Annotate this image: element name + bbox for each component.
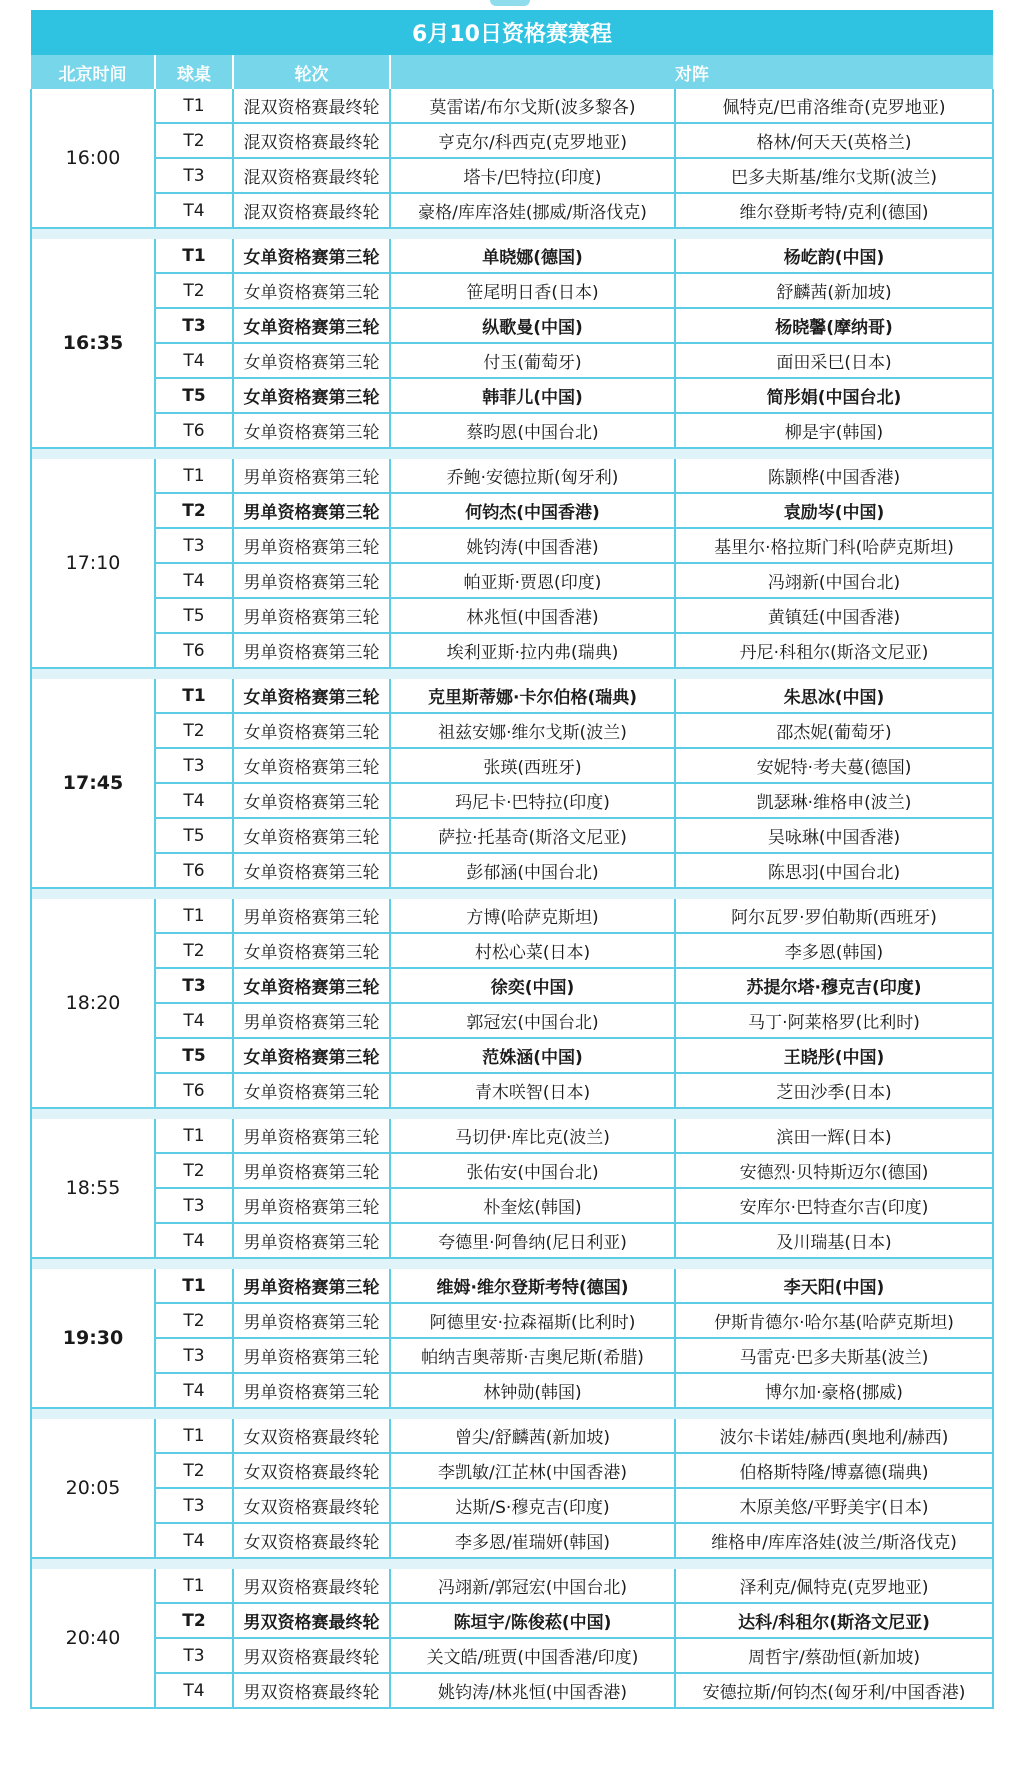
player-b-cell: 陈颢桦(中国香港) xyxy=(675,459,993,493)
round-cell: 女单资格赛第三轮 xyxy=(233,343,390,378)
table-cell: T4 xyxy=(155,1223,233,1258)
table-cell: T2 xyxy=(155,273,233,308)
round-cell: 男双资格赛最终轮 xyxy=(233,1638,390,1673)
player-a-cell: 方博(哈萨克斯坦) xyxy=(390,899,675,933)
player-b-cell: 波尔卡诺娃/赫西(奥地利/赫西) xyxy=(675,1419,993,1453)
player-a-cell: 郭冠宏(中国台北) xyxy=(390,1003,675,1038)
time-cell: 17:10 xyxy=(31,459,155,668)
table-row xyxy=(31,563,993,598)
group-separator xyxy=(31,228,993,239)
round-cell: 女单资格赛第三轮 xyxy=(233,1073,390,1108)
group-separator xyxy=(31,448,993,459)
player-a-cell: 彭郁涵(中国台北) xyxy=(390,853,675,888)
round-cell: 男双资格赛最终轮 xyxy=(233,1673,390,1708)
player-a-cell: 陈垣宇/陈俊菘(中国) xyxy=(390,1603,675,1638)
table-cell: T3 xyxy=(155,968,233,1003)
player-b-cell: 维尔登斯考特/克利(德国) xyxy=(675,193,993,228)
player-a-cell: 林兆恒(中国香港) xyxy=(390,598,675,633)
table-cell: T1 xyxy=(155,1269,233,1303)
player-a-cell: 达斯/S·穆克吉(印度) xyxy=(390,1488,675,1523)
player-b-cell: 周哲宇/蔡劭恒(新加坡) xyxy=(675,1638,993,1673)
table-cell: T1 xyxy=(155,1569,233,1603)
player-b-cell: 马雷克·巴多夫斯基(波兰) xyxy=(675,1338,993,1373)
table-row xyxy=(31,899,993,933)
header-time: 北京时间 xyxy=(31,55,155,89)
group-separator xyxy=(31,1258,993,1269)
group-separator-cell xyxy=(31,1558,993,1569)
table-row xyxy=(31,239,993,273)
schedule-title: 6月10日资格赛赛程 xyxy=(31,10,993,55)
table-row xyxy=(31,853,993,888)
table-cell: T3 xyxy=(155,1488,233,1523)
table-row xyxy=(31,1223,993,1258)
header-row xyxy=(31,55,993,89)
top-accent-decoration xyxy=(490,0,530,6)
player-a-cell: 何钧杰(中国香港) xyxy=(390,493,675,528)
table-row xyxy=(31,1153,993,1188)
table-row xyxy=(31,1303,993,1338)
table-cell: T2 xyxy=(155,1453,233,1488)
table-row xyxy=(31,818,993,853)
player-b-cell: 安德烈·贝特斯迈尔(德国) xyxy=(675,1153,993,1188)
player-a-cell: 李凯敏/江芷林(中国香港) xyxy=(390,1453,675,1488)
table-cell: T2 xyxy=(155,493,233,528)
player-a-cell: 亨克尔/科西克(克罗地亚) xyxy=(390,123,675,158)
player-b-cell: 木原美悠/平野美宇(日本) xyxy=(675,1488,993,1523)
player-b-cell: 泽利克/佩特克(克罗地亚) xyxy=(675,1569,993,1603)
round-cell: 混双资格赛最终轮 xyxy=(233,158,390,193)
table-row xyxy=(31,1269,993,1303)
table-row xyxy=(31,1569,993,1603)
group-separator-cell xyxy=(31,668,993,679)
player-b-cell: 邵杰妮(葡萄牙) xyxy=(675,713,993,748)
table-row xyxy=(31,413,993,448)
table-row xyxy=(31,1523,993,1558)
player-b-cell: 维格申/库库洛娃(波兰/斯洛伐克) xyxy=(675,1523,993,1558)
table-cell: T4 xyxy=(155,783,233,818)
time-cell: 18:20 xyxy=(31,899,155,1108)
round-cell: 女单资格赛第三轮 xyxy=(233,679,390,713)
round-cell: 女单资格赛第三轮 xyxy=(233,413,390,448)
player-a-cell: 莫雷诺/布尔戈斯(波多黎各) xyxy=(390,89,675,123)
table-cell: T4 xyxy=(155,343,233,378)
round-cell: 女单资格赛第三轮 xyxy=(233,853,390,888)
player-a-cell: 冯翊新/郭冠宏(中国台北) xyxy=(390,1569,675,1603)
round-cell: 女双资格赛最终轮 xyxy=(233,1523,390,1558)
table-row xyxy=(31,783,993,818)
player-b-cell: 朱思冰(中国) xyxy=(675,679,993,713)
table-row xyxy=(31,158,993,193)
player-a-cell: 萨拉·托基奇(斯洛文尼亚) xyxy=(390,818,675,853)
player-b-cell: 杨晓馨(摩纳哥) xyxy=(675,308,993,343)
time-cell: 16:35 xyxy=(31,239,155,448)
table-row xyxy=(31,378,993,413)
round-cell: 男单资格赛第三轮 xyxy=(233,528,390,563)
table-row xyxy=(31,1119,993,1153)
player-b-cell: 博尔加·豪格(挪威) xyxy=(675,1373,993,1408)
round-cell: 女单资格赛第三轮 xyxy=(233,1038,390,1073)
group-separator-cell xyxy=(31,888,993,899)
player-a-cell: 帕纳吉奥蒂斯·吉奥尼斯(希腊) xyxy=(390,1338,675,1373)
player-b-cell: 苏提尔塔·穆克吉(印度) xyxy=(675,968,993,1003)
player-a-cell: 青木咲智(日本) xyxy=(390,1073,675,1108)
schedule-table-container xyxy=(30,10,992,1709)
player-b-cell: 陈思羽(中国台北) xyxy=(675,853,993,888)
table-cell: T4 xyxy=(155,1523,233,1558)
table-row xyxy=(31,1673,993,1708)
header-round: 轮次 xyxy=(233,55,390,89)
player-b-cell: 巴多夫斯基/维尔戈斯(波兰) xyxy=(675,158,993,193)
table-cell: T2 xyxy=(155,713,233,748)
round-cell: 男单资格赛第三轮 xyxy=(233,1153,390,1188)
round-cell: 混双资格赛最终轮 xyxy=(233,193,390,228)
round-cell: 男单资格赛第三轮 xyxy=(233,1373,390,1408)
table-cell: T2 xyxy=(155,933,233,968)
table-cell: T5 xyxy=(155,818,233,853)
table-row xyxy=(31,1488,993,1523)
schedule-body xyxy=(31,89,993,1708)
player-a-cell: 塔卡/巴特拉(印度) xyxy=(390,158,675,193)
header-match: 对阵 xyxy=(390,55,993,89)
round-cell: 女双资格赛最终轮 xyxy=(233,1488,390,1523)
table-cell: T3 xyxy=(155,528,233,563)
round-cell: 女单资格赛第三轮 xyxy=(233,239,390,273)
table-row xyxy=(31,679,993,713)
time-cell: 18:55 xyxy=(31,1119,155,1258)
table-row xyxy=(31,89,993,123)
table-row xyxy=(31,1073,993,1108)
player-a-cell: 张瑛(西班牙) xyxy=(390,748,675,783)
table-cell: T5 xyxy=(155,378,233,413)
table-row xyxy=(31,273,993,308)
table-cell: T4 xyxy=(155,193,233,228)
player-b-cell: 达科/科租尔(斯洛文尼亚) xyxy=(675,1603,993,1638)
table-row xyxy=(31,1373,993,1408)
group-separator-cell xyxy=(31,1108,993,1119)
player-a-cell: 姚钧涛(中国香港) xyxy=(390,528,675,563)
time-cell: 20:40 xyxy=(31,1569,155,1708)
player-a-cell: 纵歌曼(中国) xyxy=(390,308,675,343)
table-row xyxy=(31,528,993,563)
player-a-cell: 克里斯蒂娜·卡尔伯格(瑞典) xyxy=(390,679,675,713)
table-row xyxy=(31,933,993,968)
player-a-cell: 付玉(葡萄牙) xyxy=(390,343,675,378)
schedule-table xyxy=(30,10,994,1709)
table-cell: T6 xyxy=(155,413,233,448)
player-b-cell: 面田采巳(日本) xyxy=(675,343,993,378)
player-a-cell: 关文皓/班贾(中国香港/印度) xyxy=(390,1638,675,1673)
table-row xyxy=(31,1338,993,1373)
table-row xyxy=(31,459,993,493)
table-cell: T3 xyxy=(155,1638,233,1673)
table-row xyxy=(31,308,993,343)
round-cell: 女单资格赛第三轮 xyxy=(233,968,390,1003)
player-b-cell: 黄镇廷(中国香港) xyxy=(675,598,993,633)
table-cell: T5 xyxy=(155,1038,233,1073)
player-a-cell: 姚钧涛/林兆恒(中国香港) xyxy=(390,1673,675,1708)
player-a-cell: 范姝涵(中国) xyxy=(390,1038,675,1073)
table-cell: T1 xyxy=(155,1419,233,1453)
round-cell: 男单资格赛第三轮 xyxy=(233,1223,390,1258)
table-cell: T1 xyxy=(155,89,233,123)
table-cell: T4 xyxy=(155,1373,233,1408)
table-cell: T1 xyxy=(155,899,233,933)
player-b-cell: 安妮特·考夫蔓(德国) xyxy=(675,748,993,783)
time-cell: 17:45 xyxy=(31,679,155,888)
player-b-cell: 安库尔·巴特查尔吉(印度) xyxy=(675,1188,993,1223)
round-cell: 女单资格赛第三轮 xyxy=(233,273,390,308)
round-cell: 女单资格赛第三轮 xyxy=(233,308,390,343)
table-cell: T1 xyxy=(155,459,233,493)
round-cell: 男单资格赛第三轮 xyxy=(233,1119,390,1153)
player-a-cell: 曾尖/舒麟茜(新加坡) xyxy=(390,1419,675,1453)
table-cell: T4 xyxy=(155,1003,233,1038)
player-b-cell: 阿尔瓦罗·罗伯勒斯(西班牙) xyxy=(675,899,993,933)
player-b-cell: 马丁·阿莱格罗(比利时) xyxy=(675,1003,993,1038)
player-b-cell: 冯翊新(中国台北) xyxy=(675,563,993,598)
player-b-cell: 伊斯肯德尔·哈尔基(哈萨克斯坦) xyxy=(675,1303,993,1338)
time-cell: 19:30 xyxy=(31,1269,155,1408)
player-b-cell: 袁励岑(中国) xyxy=(675,493,993,528)
group-separator xyxy=(31,888,993,899)
table-row xyxy=(31,1638,993,1673)
player-b-cell: 滨田一辉(日本) xyxy=(675,1119,993,1153)
round-cell: 女单资格赛第三轮 xyxy=(233,933,390,968)
round-cell: 男单资格赛第三轮 xyxy=(233,899,390,933)
round-cell: 女双资格赛最终轮 xyxy=(233,1453,390,1488)
round-cell: 女单资格赛第三轮 xyxy=(233,713,390,748)
player-b-cell: 凯瑟琳·维格申(波兰) xyxy=(675,783,993,818)
round-cell: 女单资格赛第三轮 xyxy=(233,748,390,783)
player-a-cell: 埃利亚斯·拉内弗(瑞典) xyxy=(390,633,675,668)
player-b-cell: 舒麟茜(新加坡) xyxy=(675,273,993,308)
table-cell: T5 xyxy=(155,598,233,633)
round-cell: 男单资格赛第三轮 xyxy=(233,598,390,633)
round-cell: 男双资格赛最终轮 xyxy=(233,1569,390,1603)
player-b-cell: 及川瑞基(日本) xyxy=(675,1223,993,1258)
table-row xyxy=(31,123,993,158)
round-cell: 男单资格赛第三轮 xyxy=(233,1338,390,1373)
player-b-cell: 柳是宇(韩国) xyxy=(675,413,993,448)
table-cell: T1 xyxy=(155,239,233,273)
table-cell: T3 xyxy=(155,158,233,193)
player-a-cell: 李多恩/崔瑞妍(韩国) xyxy=(390,1523,675,1558)
table-row xyxy=(31,1003,993,1038)
player-a-cell: 乔鲍·安德拉斯(匈牙利) xyxy=(390,459,675,493)
table-row xyxy=(31,493,993,528)
table-row xyxy=(31,193,993,228)
round-cell: 女单资格赛第三轮 xyxy=(233,783,390,818)
table-cell: T3 xyxy=(155,308,233,343)
round-cell: 男单资格赛第三轮 xyxy=(233,493,390,528)
table-cell: T2 xyxy=(155,1303,233,1338)
player-b-cell: 王晓彤(中国) xyxy=(675,1038,993,1073)
player-a-cell: 夸德里·阿鲁纳(尼日利亚) xyxy=(390,1223,675,1258)
table-row xyxy=(31,713,993,748)
table-row xyxy=(31,968,993,1003)
table-row xyxy=(31,1419,993,1453)
player-b-cell: 芝田沙季(日本) xyxy=(675,1073,993,1108)
round-cell: 女单资格赛第三轮 xyxy=(233,818,390,853)
player-b-cell: 李天阳(中国) xyxy=(675,1269,993,1303)
player-a-cell: 阿德里安·拉森福斯(比利时) xyxy=(390,1303,675,1338)
round-cell: 男双资格赛最终轮 xyxy=(233,1603,390,1638)
player-b-cell: 丹尼·科租尔(斯洛文尼亚) xyxy=(675,633,993,668)
player-b-cell: 佩特克/巴甫洛维奇(克罗地亚) xyxy=(675,89,993,123)
player-b-cell: 吴咏琳(中国香港) xyxy=(675,818,993,853)
round-cell: 男单资格赛第三轮 xyxy=(233,1003,390,1038)
player-b-cell: 杨屹韵(中国) xyxy=(675,239,993,273)
round-cell: 男单资格赛第三轮 xyxy=(233,1188,390,1223)
table-cell: T6 xyxy=(155,633,233,668)
group-separator-cell xyxy=(31,1408,993,1419)
table-cell: T2 xyxy=(155,1603,233,1638)
header-table: 球桌 xyxy=(155,55,233,89)
player-a-cell: 豪格/库库洛娃(挪威/斯洛伐克) xyxy=(390,193,675,228)
player-a-cell: 张佑安(中国台北) xyxy=(390,1153,675,1188)
table-row xyxy=(31,1038,993,1073)
player-a-cell: 维姆·维尔登斯考特(德国) xyxy=(390,1269,675,1303)
table-cell: T3 xyxy=(155,1188,233,1223)
player-a-cell: 徐奕(中国) xyxy=(390,968,675,1003)
player-b-cell: 李多恩(韩国) xyxy=(675,933,993,968)
round-cell: 混双资格赛最终轮 xyxy=(233,123,390,158)
time-cell: 20:05 xyxy=(31,1419,155,1558)
player-b-cell: 伯格斯特隆/博嘉德(瑞典) xyxy=(675,1453,993,1488)
player-a-cell: 马切伊·库比克(波兰) xyxy=(390,1119,675,1153)
player-a-cell: 帕亚斯·贾恩(印度) xyxy=(390,563,675,598)
table-row xyxy=(31,343,993,378)
time-cell: 16:00 xyxy=(31,89,155,228)
table-cell: T2 xyxy=(155,123,233,158)
table-row xyxy=(31,1453,993,1488)
table-cell: T4 xyxy=(155,563,233,598)
table-row xyxy=(31,598,993,633)
table-row xyxy=(31,633,993,668)
round-cell: 混双资格赛最终轮 xyxy=(233,89,390,123)
player-a-cell: 林钟勋(韩国) xyxy=(390,1373,675,1408)
player-b-cell: 安德拉斯/何钧杰(匈牙利/中国香港) xyxy=(675,1673,993,1708)
table-cell: T1 xyxy=(155,679,233,713)
table-cell: T4 xyxy=(155,1673,233,1708)
group-separator-cell xyxy=(31,1258,993,1269)
group-separator xyxy=(31,1108,993,1119)
player-b-cell: 基里尔·格拉斯门科(哈萨克斯坦) xyxy=(675,528,993,563)
round-cell: 女单资格赛第三轮 xyxy=(233,378,390,413)
group-separator-cell xyxy=(31,448,993,459)
round-cell: 男单资格赛第三轮 xyxy=(233,1303,390,1338)
round-cell: 男单资格赛第三轮 xyxy=(233,633,390,668)
player-b-cell: 简彤娟(中国台北) xyxy=(675,378,993,413)
round-cell: 男单资格赛第三轮 xyxy=(233,563,390,598)
title-row xyxy=(31,10,993,55)
table-row xyxy=(31,1188,993,1223)
round-cell: 男单资格赛第三轮 xyxy=(233,459,390,493)
player-a-cell: 蔡昀恩(中国台北) xyxy=(390,413,675,448)
player-a-cell: 祖兹安娜·维尔戈斯(波兰) xyxy=(390,713,675,748)
group-separator xyxy=(31,1558,993,1569)
group-separator-cell xyxy=(31,228,993,239)
table-cell: T2 xyxy=(155,1153,233,1188)
player-a-cell: 朴奎炫(韩国) xyxy=(390,1188,675,1223)
group-separator xyxy=(31,1408,993,1419)
player-a-cell: 韩菲儿(中国) xyxy=(390,378,675,413)
player-a-cell: 村松心菜(日本) xyxy=(390,933,675,968)
player-a-cell: 玛尼卡·巴特拉(印度) xyxy=(390,783,675,818)
round-cell: 女双资格赛最终轮 xyxy=(233,1419,390,1453)
table-row xyxy=(31,748,993,783)
player-a-cell: 单晓娜(德国) xyxy=(390,239,675,273)
group-separator xyxy=(31,668,993,679)
player-b-cell: 格林/何天天(英格兰) xyxy=(675,123,993,158)
player-a-cell: 笹尾明日香(日本) xyxy=(390,273,675,308)
table-cell: T6 xyxy=(155,1073,233,1108)
round-cell: 男单资格赛第三轮 xyxy=(233,1269,390,1303)
table-cell: T1 xyxy=(155,1119,233,1153)
table-row xyxy=(31,1603,993,1638)
table-cell: T6 xyxy=(155,853,233,888)
table-cell: T3 xyxy=(155,748,233,783)
table-cell: T3 xyxy=(155,1338,233,1373)
